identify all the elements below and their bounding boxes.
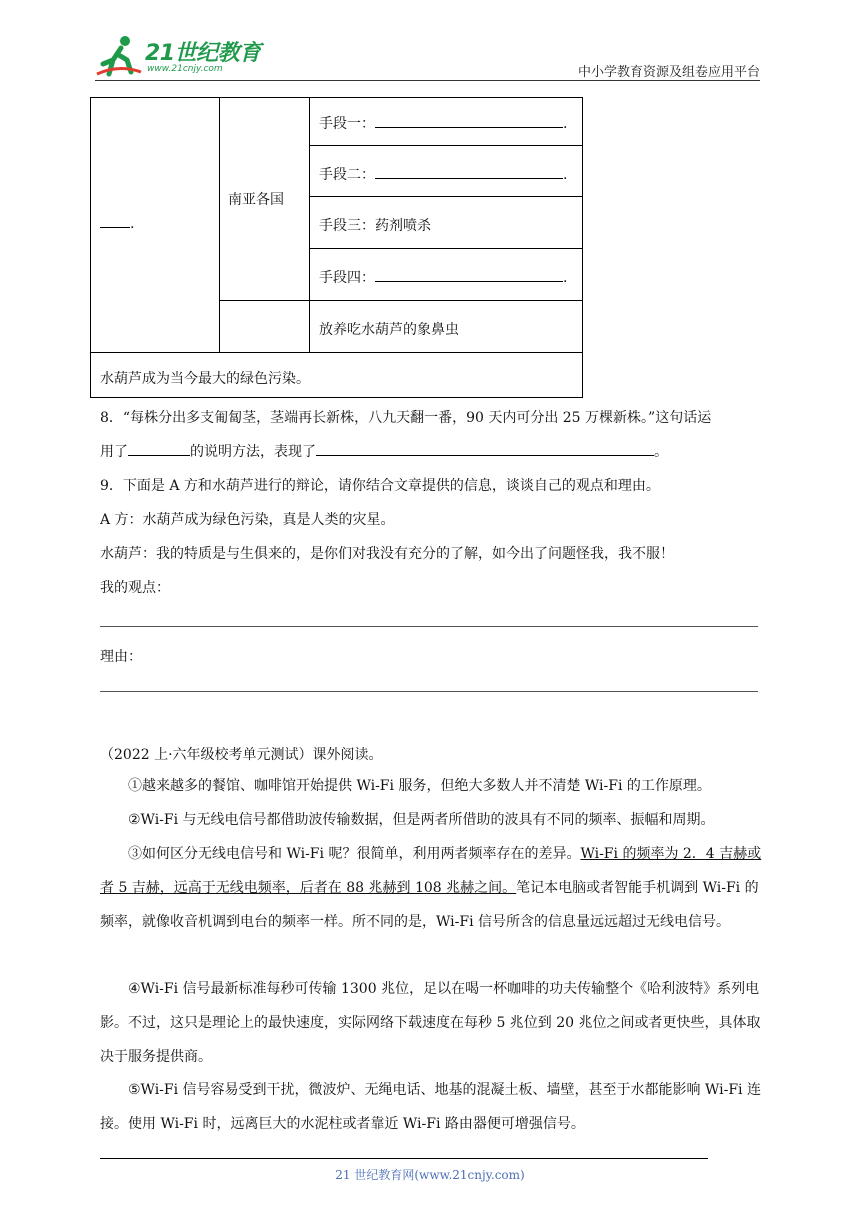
period: . [130, 216, 135, 232]
table-border [309, 97, 310, 352]
table-border [90, 352, 583, 353]
passage-source: （2022 上·六年级校考单元测试）课外阅读。 [100, 747, 383, 763]
logo-url: www.21cnjy.com [147, 64, 223, 74]
q8-blank-method[interactable] [128, 441, 190, 456]
table-border [309, 196, 583, 197]
method-2-label: 手段二： [319, 167, 375, 183]
period: . [563, 116, 568, 132]
method-2 [319, 164, 567, 184]
method-2-blank[interactable] [375, 164, 563, 179]
hyacinth-statement: 水葫芦：我的特质是与生俱来的，是你们对我没有充分的了解，如今出了问题怪我，我不服！ [100, 546, 674, 562]
method-3: 手段三：药剂喷杀 [319, 218, 431, 234]
p3-underlined: Wi-Fi 的频率为 2．4 吉赫或者 5 吉赫，远高于无线电频率，后者在 88 兆赫到 108 兆赫之间。 [100, 846, 762, 896]
question-9-prompt: 9．下面是 A 方和水葫芦进行的辩论，请你结合文章提供的信息，谈谈自己的观点和理由。 [100, 478, 660, 494]
header-divider [95, 80, 760, 81]
method-4 [319, 267, 567, 287]
table-border [219, 300, 583, 301]
paragraph-5: ⑤Wi-Fi 信号容易受到干扰，微波炉、无绳电话、地基的混凝土板、墙壁，甚至于水都能影响 Wi-Fi 连接。使用 Wi-Fi 时，远离巨大的水泥柱或者靠近 Wi-Fi 路由器便可增强信号。 [100, 1082, 761, 1132]
p3-text-b: 笔记本电脑或者智能手机调到 Wi-Fi 的频率，就像收音机调到电台的频率一样。所不同的是，Wi-Fi 信号所含的信息量远远超过无线电信号。 [100, 880, 759, 930]
region-cell: 南亚各国 [228, 192, 284, 208]
conclusion-cell: 水葫芦成为当今最大的绿色污染。 [100, 371, 310, 387]
reason-answer-line[interactable] [100, 691, 758, 692]
paragraph-2: ②Wi-Fi 与无线电信号都借助波传输数据，但是两者所借助的波具有不同的频率、振幅和周期。 [128, 812, 715, 828]
answer-blank-left[interactable] [100, 213, 134, 232]
q8-text-b: 的说明方法，表现了 [190, 444, 316, 460]
method-1-blank[interactable] [375, 113, 563, 128]
bio-control-cell: 放养吃水葫芦的象鼻虫 [319, 322, 459, 338]
method-1 [319, 113, 567, 133]
control-methods-table [90, 97, 583, 398]
runner-logo-icon [95, 34, 143, 78]
table-border [90, 397, 583, 398]
period: . [563, 270, 568, 286]
footer-divider [100, 1158, 708, 1159]
my-view-answer-line[interactable] [100, 626, 758, 627]
method-4-label: 手段四： [319, 270, 375, 286]
table-border [309, 145, 583, 146]
paragraph-1: ①越来越多的餐馆、咖啡馆开始提供 Wi-Fi 服务，但绝大多数人并不清楚 Wi-Fi 的工作原理。 [128, 778, 711, 794]
question-8-line1: 8．“每株分出多支匍匐茎，茎端再长新株，八九天翻一番，90 天内可分出 25 万棵新株。”这句话运 [100, 410, 712, 426]
site-logo [95, 34, 265, 80]
method-4-blank[interactable] [375, 267, 563, 282]
period: . [563, 167, 568, 183]
logo-title: 21世纪教育 [145, 41, 261, 66]
platform-name: 中小学教育资源及组卷应用平台 [577, 65, 760, 80]
reason-label: 理由： [100, 649, 142, 665]
paragraph-4: ④Wi-Fi 信号最新标准每秒可传输 1300 兆位，足以在喝一杯咖啡的功夫传输整个《哈利波特》系列电影。不过，这只是理论上的最快速度，实际网络下载速度在每秒 5 兆位到 20 兆位之间或者更快些，具体取决于服务提供商。 [100, 981, 761, 1065]
q8-text-a: 用了 [100, 444, 128, 460]
p3-text-a: ③如何区分无线电信号和 Wi-Fi 呢？很简单，利用两者频率存在的差异。 [128, 846, 581, 862]
footer-text: 21 世纪教育网(www.21cnjy.com) [335, 1168, 525, 1182]
table-border [309, 248, 583, 249]
q8-blank-effect[interactable] [316, 441, 654, 456]
method-1-label: 手段一： [319, 116, 375, 132]
table-border [90, 97, 583, 98]
question-8-line2 [100, 441, 668, 461]
side-a-statement: A 方：水葫芦成为绿色污染，真是人类的灾星。 [100, 512, 395, 528]
paragraph-3 [100, 837, 765, 939]
q8-text-c: 。 [654, 444, 668, 460]
table-border [219, 97, 220, 352]
my-view-label: 我的观点： [100, 580, 170, 596]
